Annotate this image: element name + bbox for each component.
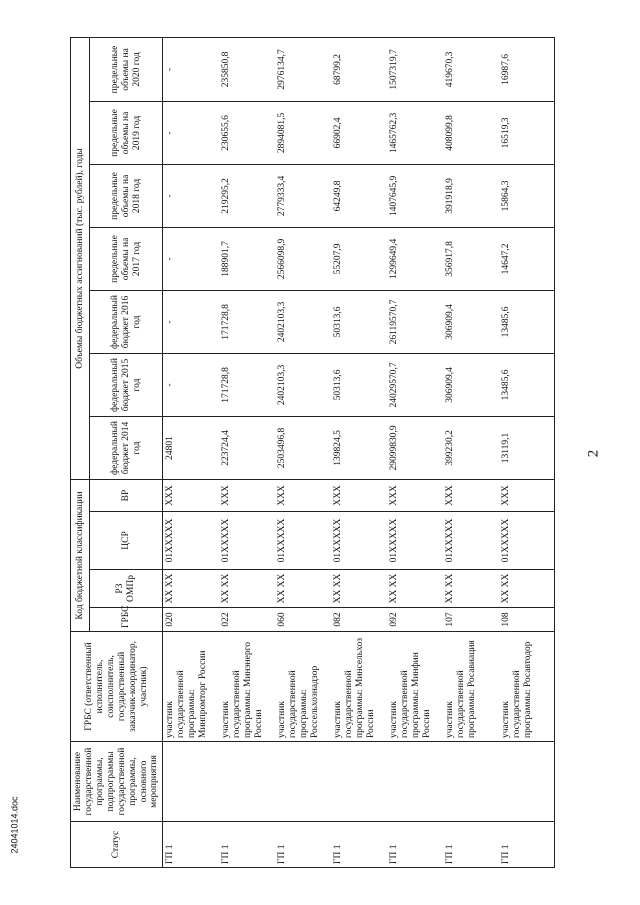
row-amount: 16519,3 <box>499 101 555 164</box>
row-grbs-code: 092 <box>387 608 443 632</box>
row-amount: 399230,2 <box>443 416 499 479</box>
header-code-group: Код бюджетной классификации <box>71 479 90 631</box>
row-amount: - <box>163 227 219 290</box>
row-grbs-code: 022 <box>219 608 275 632</box>
row-csr-code: 01XXXXX <box>219 512 275 570</box>
row-participant: участник государственной программы: Минсельхоз России <box>331 632 387 742</box>
header-volume-group: Объемы бюджетных ассигнований (тыс. рублей), годы <box>71 37 90 479</box>
row-amount: 26119570,7 <box>387 290 443 353</box>
row-status: ГП 1 <box>219 822 275 868</box>
row-csr-code: 01XXXXX <box>387 512 443 570</box>
row-status: ГП 1 <box>275 822 331 868</box>
row-amount: 171728,8 <box>219 353 275 416</box>
budget-table-rotated <box>70 38 545 868</box>
row-amount: 50313,6 <box>331 290 387 353</box>
row-program-name <box>219 742 275 822</box>
row-amount: 1299649,4 <box>387 227 443 290</box>
row-amount: 2779333,4 <box>275 164 331 227</box>
row-amount: 188901,7 <box>219 227 275 290</box>
row-amount: 50313,6 <box>331 353 387 416</box>
header-year-col: предельные объемы на 2017 год <box>89 227 162 290</box>
row-amount: 419670,3 <box>443 37 499 101</box>
row-status: ГП 1 <box>387 822 443 868</box>
footer-file-name: 24041014.doc <box>9 796 20 854</box>
row-amount: - <box>163 353 219 416</box>
budget-table <box>70 37 555 868</box>
header-year-col: федеральный бюджет 2014 год <box>89 416 162 479</box>
row-amount: 1465762,3 <box>387 101 443 164</box>
table-body <box>163 37 555 867</box>
row-amount: 139824,5 <box>331 416 387 479</box>
row-vr-code: XXX <box>275 479 331 511</box>
row-status: ГП 1 <box>163 822 219 868</box>
row-program-name <box>499 742 555 822</box>
table-header <box>71 37 163 867</box>
row-csr-code: 01XXXXX <box>443 512 499 570</box>
row-grbs-code: 020 <box>163 608 219 632</box>
header-code-col: ГРБС <box>89 608 162 632</box>
row-grbs-code: 082 <box>331 608 387 632</box>
row-rz-code: XX XX <box>275 570 331 608</box>
row-amount: 2402103,3 <box>275 353 331 416</box>
row-grbs-code: 060 <box>275 608 331 632</box>
row-amount: 68799,2 <box>331 37 387 101</box>
row-rz-code: XX XX <box>443 570 499 608</box>
row-amount: 408099,8 <box>443 101 499 164</box>
row-participant: участник государственной программы: Россельхознадзор <box>275 632 331 742</box>
row-amount: 1407645,9 <box>387 164 443 227</box>
row-grbs-code: 108 <box>499 608 555 632</box>
row-participant: участник государственной программы: Минпромторг России <box>163 632 219 742</box>
row-vr-code: XXX <box>219 479 275 511</box>
row-amount: 2976134,7 <box>275 37 331 101</box>
row-rz-code: XX XX <box>499 570 555 608</box>
row-amount: 13485,6 <box>499 353 555 416</box>
row-amount: 24801 <box>163 416 219 479</box>
row-amount: 171728,8 <box>219 290 275 353</box>
row-amount: 230655,6 <box>219 101 275 164</box>
row-participant: участник государственной программы: Минэнерго России <box>219 632 275 742</box>
row-program-name <box>331 742 387 822</box>
header-year-col: предельные объемы на 2019 год <box>89 101 162 164</box>
header-year-col: федеральный бюджет 2016 год <box>89 290 162 353</box>
header-year-col: предельные объемы на 2018 год <box>89 164 162 227</box>
row-csr-code: 01XXXXX <box>275 512 331 570</box>
header-grbs-role: ГРБС (ответственный исполнитель, соисполнитель, государственный заказчик-координатор, участник) <box>71 632 163 742</box>
row-program-name <box>163 742 219 822</box>
table-row <box>163 37 219 867</box>
row-grbs-code: 107 <box>443 608 499 632</box>
row-amount: 2503496,8 <box>275 416 331 479</box>
table-row <box>275 37 331 867</box>
row-amount: 306909,4 <box>443 290 499 353</box>
row-amount: 1507319,7 <box>387 37 443 101</box>
row-amount: 64249,8 <box>331 164 387 227</box>
row-vr-code: XXX <box>163 479 219 511</box>
row-vr-code: XXX <box>499 479 555 511</box>
row-amount: 15864,3 <box>499 164 555 227</box>
row-amount: 24029570,7 <box>387 353 443 416</box>
row-amount: 2402103,3 <box>275 290 331 353</box>
row-csr-code: 01XXXXX <box>499 512 555 570</box>
row-rz-code: XX XX <box>219 570 275 608</box>
table-row <box>331 37 387 867</box>
row-amount: 13119,1 <box>499 416 555 479</box>
row-vr-code: XXX <box>331 479 387 511</box>
header-program-name: Наименование государственной программы, подпрограммы государственной программы, основного мероприятия <box>71 742 163 822</box>
row-amount: - <box>163 101 219 164</box>
row-amount: 55207,9 <box>331 227 387 290</box>
header-code-col: ЦСР <box>89 512 162 570</box>
row-participant: участник государственной программы: Росавтодор <box>499 632 555 742</box>
table-row <box>219 37 275 867</box>
row-amount: 14647,2 <box>499 227 555 290</box>
row-csr-code: 01XXXXX <box>331 512 387 570</box>
row-amount: - <box>163 290 219 353</box>
row-amount: 235850,8 <box>219 37 275 101</box>
row-amount: 29099830,9 <box>387 416 443 479</box>
row-vr-code: XXX <box>387 479 443 511</box>
row-amount: 306909,4 <box>443 353 499 416</box>
row-csr-code: 01XXXXX <box>163 512 219 570</box>
row-amount: 2566098,9 <box>275 227 331 290</box>
row-status: ГП 1 <box>499 822 555 868</box>
row-amount: 219295,2 <box>219 164 275 227</box>
header-status: Статус <box>71 822 163 868</box>
row-amount: 2894081,5 <box>275 101 331 164</box>
row-vr-code: XXX <box>443 479 499 511</box>
row-amount: 66902,4 <box>331 101 387 164</box>
row-amount: 13485,6 <box>499 290 555 353</box>
row-status: ГП 1 <box>443 822 499 868</box>
row-amount: 391918,9 <box>443 164 499 227</box>
row-program-name <box>443 742 499 822</box>
header-code-col: ВР <box>89 479 162 511</box>
row-rz-code: XX XX <box>331 570 387 608</box>
row-amount: 223724,4 <box>219 416 275 479</box>
row-rz-code: XX XX <box>387 570 443 608</box>
header-code-col: РЗ ОМПр <box>89 570 162 608</box>
row-program-name <box>387 742 443 822</box>
table-row <box>387 37 443 867</box>
table-row <box>443 37 499 867</box>
row-participant: участник государственной программы: Росавиация <box>443 632 499 742</box>
table-row <box>499 37 555 867</box>
row-rz-code: XX XX <box>163 570 219 608</box>
row-amount: - <box>163 37 219 101</box>
header-year-col: предельные объемы на 2020 год <box>89 37 162 101</box>
row-amount: - <box>163 164 219 227</box>
row-amount: 356917,8 <box>443 227 499 290</box>
row-program-name <box>275 742 331 822</box>
header-year-col: федеральный бюджет 2015 год <box>89 353 162 416</box>
page-number: 2 <box>585 449 602 458</box>
row-amount: 16987,6 <box>499 37 555 101</box>
row-participant: участник государственной программы: Минфин России <box>387 632 443 742</box>
row-status: ГП 1 <box>331 822 387 868</box>
